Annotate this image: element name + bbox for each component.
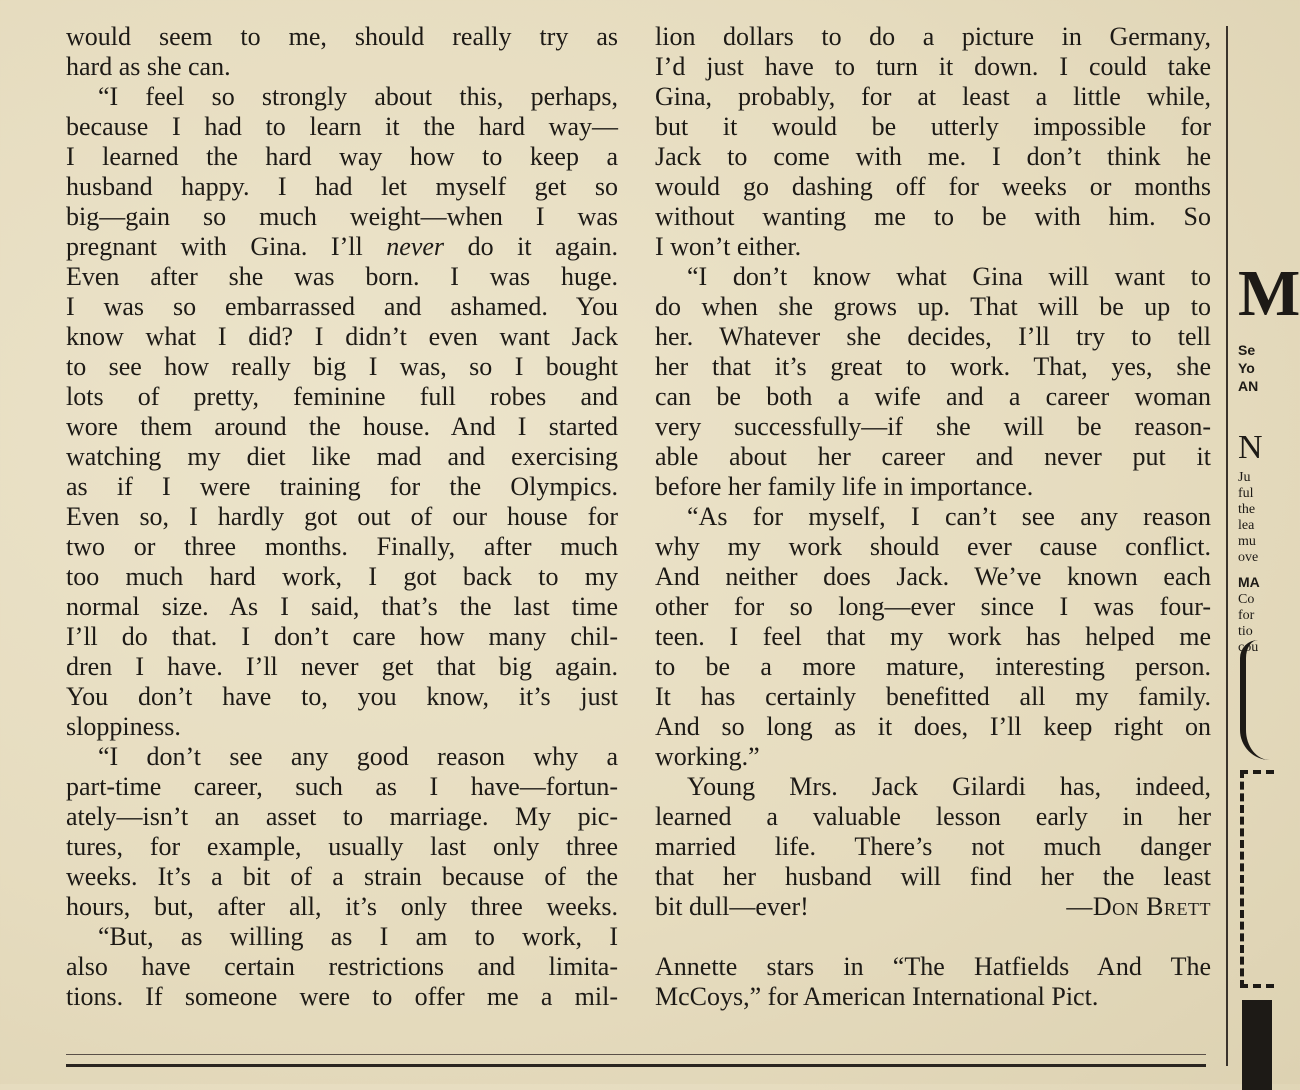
ad-text-line: the — [1238, 502, 1256, 517]
article-line: that her husband will find her the least — [655, 862, 1211, 891]
article-column-right — [655, 22, 1211, 1012]
article-line: “I feel so strongly about this, perhaps, — [98, 82, 618, 111]
article-line: “As for myself, I can’t see any reason — [687, 502, 1211, 531]
article-line: her. Whatever she decides, I’ll try to tell — [655, 322, 1211, 351]
ad-line: Se — [1238, 342, 1256, 358]
article-line: Young Mrs. Jack Gilardi has, indeed, — [687, 772, 1211, 801]
article-line: two or three months. Finally, after much — [66, 532, 618, 561]
ad-text-line: ove — [1238, 550, 1259, 565]
ad-big-letter: M — [1238, 257, 1300, 330]
article-line: Gina, probably, for at least a little while, — [655, 82, 1211, 111]
article-line: very successfully—if she will be reason- — [655, 412, 1211, 441]
article-line: And so long as it does, I’ll keep right on — [655, 712, 1211, 741]
article-line: would seem to me, should really try as — [66, 22, 618, 51]
article-line: sloppiness. — [66, 712, 181, 741]
emphasis: never — [386, 232, 445, 261]
article-line: “I don’t know what Gina will want to — [687, 262, 1211, 291]
ad-text-line: for — [1238, 608, 1255, 623]
article-line: weeks. It’s a bit of a strain because of the — [66, 862, 618, 891]
article-line: married life. There’s not much danger — [655, 832, 1211, 861]
article-line: know what I did? I didn’t even want Jack — [66, 322, 618, 351]
article-line: her that it’s great to work. That, yes, she — [655, 352, 1211, 381]
article-line: And neither does Jack. We’ve known each — [655, 562, 1211, 591]
article-line: lion dollars to do a picture in Germany, — [655, 22, 1211, 51]
article-line: I learned the hard way how to keep a — [66, 142, 618, 171]
article-line: because I had to learn it the hard way— — [66, 112, 618, 141]
article-line: Jack to come with me. I don’t think he — [655, 142, 1211, 171]
article-line: as if I were training for the Olympics. — [66, 472, 618, 501]
ad-illustration — [1240, 640, 1276, 760]
article-line: too much hard work, I got back to my — [66, 562, 618, 591]
article-line: Even after she was born. I was huge. — [66, 262, 618, 291]
article-line: without wanting me to be with him. So — [655, 202, 1211, 231]
sidebar-advertisement — [1236, 257, 1300, 1084]
article-line: hours, but, after all, it’s only three weeks. — [66, 892, 618, 921]
article-line: also have certain restrictions and limita- — [66, 952, 618, 981]
article-line: tures, for example, usually last only three — [66, 832, 618, 861]
article-signature-line — [655, 892, 1211, 922]
article-line: would go dashing off for weeks or months — [655, 172, 1211, 201]
article-line: ately—isn’t an asset to marriage. My pic- — [66, 802, 618, 831]
article-column-left — [66, 22, 618, 1012]
article-line: bit dull—ever! — [655, 892, 809, 921]
ad-line: AN — [1238, 378, 1259, 394]
article-line: I’ll do that. I don’t care how many chil- — [66, 622, 618, 651]
ad-black-block — [1242, 1000, 1272, 1090]
article-line: teen. I feel that my work has helped me — [655, 622, 1211, 651]
ad-line: MA — [1238, 574, 1260, 590]
article-line: working.” — [655, 742, 760, 771]
article-line: It has certainly benefitted all my family. — [655, 682, 1211, 711]
column-divider-rule — [1226, 26, 1228, 1066]
article-line: part-time career, such as I have—fortun- — [66, 772, 618, 801]
article-line: “But, as willing as I am to work, I — [98, 922, 618, 951]
article-line: other for so long—ever since I was four- — [655, 592, 1211, 621]
ad-text-line: lea — [1238, 518, 1255, 533]
ad-line: Yo — [1238, 360, 1255, 376]
ad-text-line: tio — [1238, 624, 1253, 639]
article-line: normal size. As I said, that’s the last time — [66, 592, 618, 621]
article-line: wore them around the house. And I started — [66, 412, 618, 441]
article-line: I was so embarrassed and ashamed. You — [66, 292, 618, 321]
article-line: pregnant with Gina. I’ll never do it again. — [66, 232, 618, 261]
article-line: Even so, I hardly got out of our house for — [66, 502, 618, 531]
footer-thick-rule — [66, 1064, 1206, 1067]
article-line: able about her career and never put it — [655, 442, 1211, 471]
article-line: lots of pretty, feminine full robes and — [66, 382, 618, 411]
ad-text-line: cou — [1238, 640, 1259, 655]
photo-caption-line: McCoys,” for American International Pict. — [655, 982, 1099, 1011]
article-line: watching my diet like mad and exercising — [66, 442, 618, 471]
article-line: tions. If someone were to offer me a mil- — [66, 982, 618, 1011]
article-line: I won’t either. — [655, 232, 802, 261]
article-line: husband happy. I had let myself get so — [66, 172, 618, 201]
article-line: dren I have. I’ll never get that big again. — [66, 652, 618, 681]
article-line: why my work should ever cause conflict. — [655, 532, 1211, 561]
ad-text-line: mu — [1238, 534, 1256, 549]
article-line: big—gain so much weight—when I was — [66, 202, 618, 231]
author-byline: —Don Brett — [1066, 892, 1211, 921]
ad-n-letter: N — [1238, 429, 1263, 466]
article-line: but it would be utterly impossible for — [655, 112, 1211, 141]
article-line: do when she grows up. That will be up to — [655, 292, 1211, 321]
ad-text-line: ful — [1238, 486, 1254, 501]
article-line: to see how really big I was, so I bought — [66, 352, 618, 381]
caption-spacer — [655, 922, 1211, 952]
article-line: to be a more mature, interesting person. — [655, 652, 1211, 681]
ad-coupon-border — [1240, 770, 1274, 988]
footer-thin-rule — [66, 1054, 1206, 1055]
article-line: You don’t have to, you know, it’s just — [66, 682, 618, 711]
ad-text-line: Co — [1238, 592, 1255, 607]
article-line: learned a valuable lesson early in her — [655, 802, 1211, 831]
photo-caption-line: Annette stars in “The Hatfields And The — [655, 952, 1211, 981]
article-line: before her family life in importance. — [655, 472, 1034, 501]
article-line: hard as she can. — [66, 52, 231, 81]
ad-text-line: Ju — [1238, 470, 1251, 485]
article-line: “I don’t see any good reason why a — [98, 742, 618, 771]
article-line: can be both a wife and a career woman — [655, 382, 1211, 411]
article-line: I’d just have to turn it down. I could take — [655, 52, 1211, 81]
